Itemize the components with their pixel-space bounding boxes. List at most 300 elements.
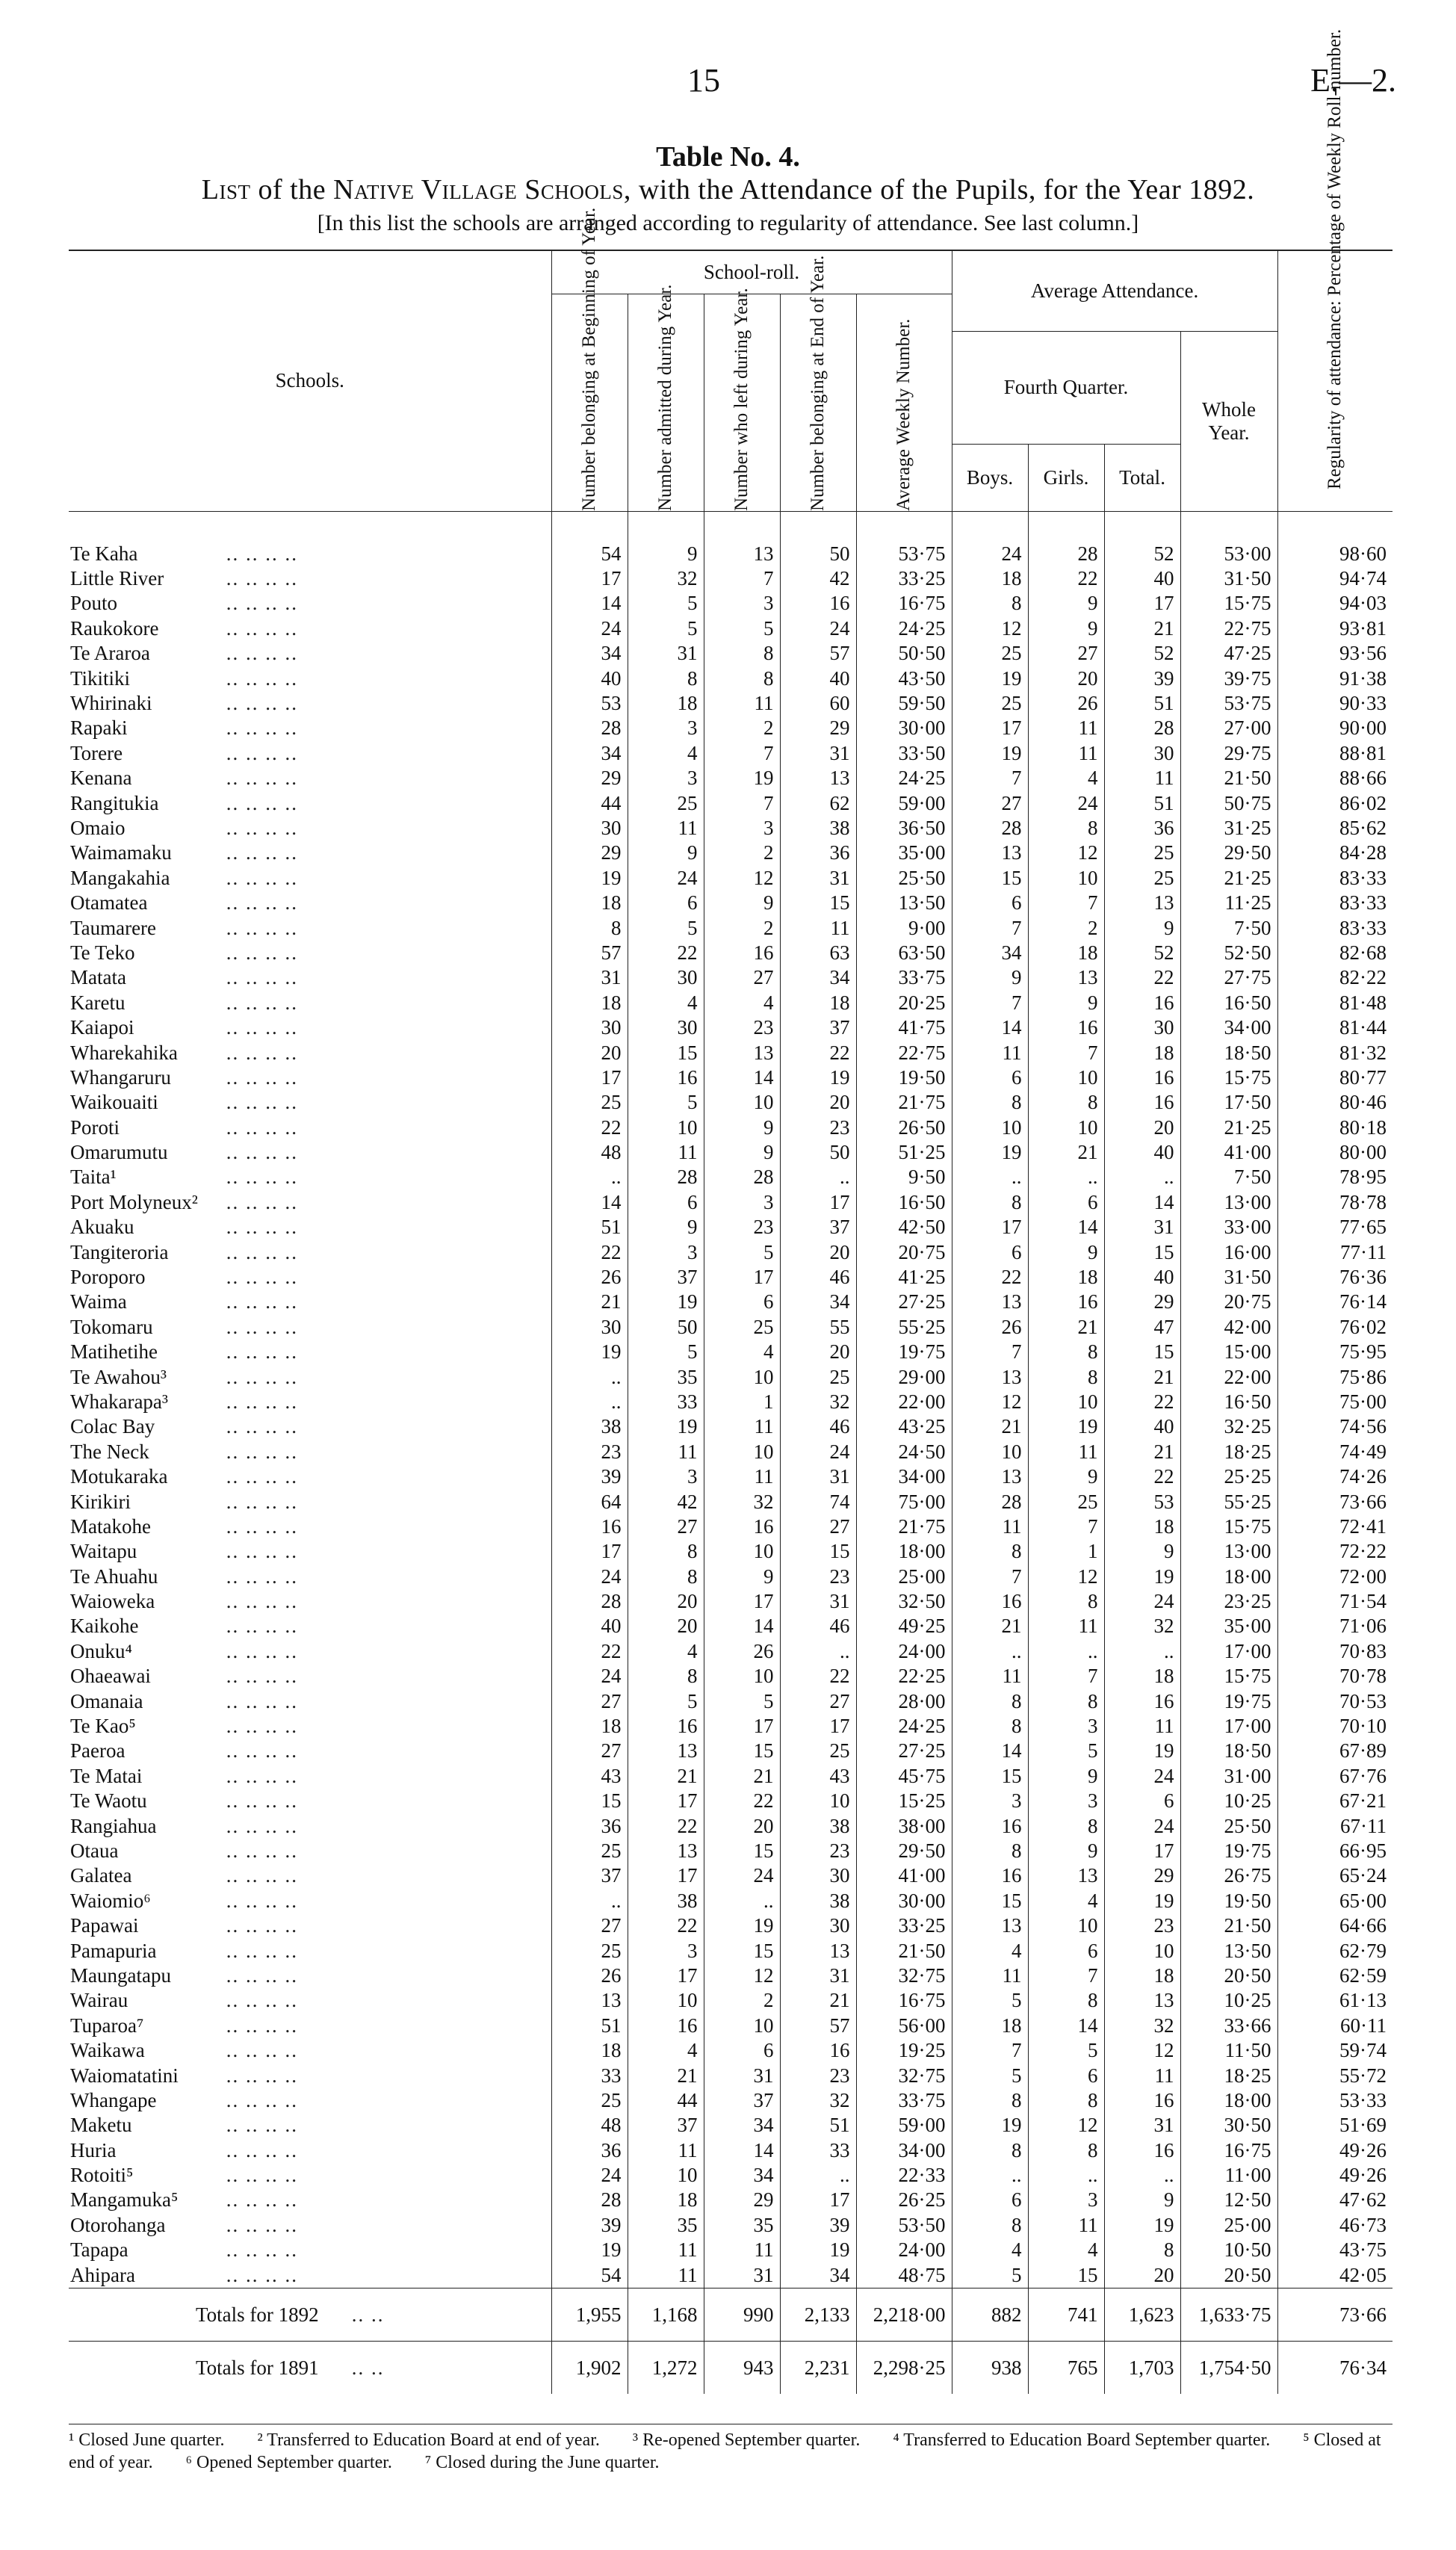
- value-cell: 29·50: [1180, 841, 1277, 865]
- school-name: Wairau: [70, 1989, 128, 2012]
- value-cell: 24: [551, 2163, 628, 2188]
- value-cell: 19: [704, 1913, 780, 1938]
- school-name: Otorohanga: [70, 2213, 166, 2236]
- value-cell: 34·00: [1180, 1015, 1277, 1040]
- value-cell: 25·00: [1180, 2213, 1277, 2238]
- value-cell: 20·75: [1180, 1290, 1277, 1314]
- value-cell: 34: [704, 2163, 780, 2188]
- value-cell: 23: [551, 1440, 628, 1464]
- school-name-cell: [69, 1265, 551, 1290]
- value-cell: 27: [551, 1913, 628, 1938]
- value-cell: 24: [551, 1664, 628, 1689]
- value-cell: 35: [628, 1364, 704, 1389]
- value-cell: 19·50: [856, 1065, 952, 1090]
- table-row: [69, 1040, 1393, 1065]
- value-cell: 15: [952, 1889, 1028, 1913]
- value-cell: 7: [952, 991, 1028, 1015]
- value-cell: 18: [551, 2038, 628, 2063]
- value-cell: 24: [780, 616, 856, 641]
- value-cell: 51: [780, 2113, 856, 2138]
- school-name: Waioweka: [70, 1590, 155, 1613]
- value-cell: ..: [1104, 1639, 1180, 1664]
- value-cell: 28: [952, 1489, 1028, 1514]
- value-cell: ..: [952, 1165, 1028, 1189]
- school-name-cell: [69, 1065, 551, 1090]
- school-name-cell: [69, 1514, 551, 1539]
- school-name-cell: [69, 1364, 551, 1389]
- regularity-header: Regularity of attendance: Percentage of Weekly Roll-number.: [1277, 250, 1393, 511]
- value-cell: 70·10: [1277, 1714, 1393, 1739]
- value-cell: 39: [551, 1464, 628, 1489]
- value-cell: 5: [1028, 2038, 1104, 2063]
- value-cell: 36·50: [856, 816, 952, 841]
- value-cell: 22·75: [856, 1040, 952, 1065]
- leader-dots: .. .. .. ..: [220, 1415, 298, 1438]
- table-row: [69, 1440, 1393, 1464]
- value-cell: 17: [628, 1963, 704, 1988]
- school-name: Akuaku: [70, 1216, 134, 1239]
- value-cell: 9: [628, 511, 704, 566]
- value-cell: 52: [1104, 941, 1180, 965]
- value-cell: 55·72: [1277, 2063, 1393, 2088]
- left-header: Number who left during Year.: [704, 294, 780, 511]
- value-cell: 6: [952, 1240, 1028, 1264]
- leader-dots: .. .. .. ..: [220, 741, 298, 764]
- value-cell: 938: [952, 2341, 1028, 2394]
- value-cell: 10: [704, 1090, 780, 1115]
- value-cell: 16·50: [856, 1190, 952, 1215]
- value-cell: 80·00: [1277, 1140, 1393, 1165]
- value-cell: 15: [780, 891, 856, 915]
- value-cell: 25: [551, 1839, 628, 1863]
- school-name-cell: [69, 965, 551, 990]
- value-cell: 10: [704, 1364, 780, 1389]
- value-cell: 8: [1028, 1090, 1104, 1115]
- value-cell: 23·25: [1180, 1589, 1277, 1614]
- value-cell: 12: [1028, 2113, 1104, 2138]
- leader-dots: .. .. .. ..: [220, 1365, 298, 1388]
- value-cell: 74·26: [1277, 1464, 1393, 1489]
- leader-dots: .. .. .. ..: [220, 2088, 298, 2111]
- school-name: Kaiapoi: [70, 1016, 134, 1039]
- school-name-cell: [69, 1464, 551, 1489]
- value-cell: 8: [952, 1539, 1028, 1564]
- value-cell: 53·33: [1277, 2088, 1393, 2113]
- table-row: [69, 1664, 1393, 1689]
- table-row: [69, 616, 1393, 641]
- value-cell: ..: [551, 1390, 628, 1414]
- value-cell: 9: [1104, 915, 1180, 940]
- value-cell: 83·33: [1277, 866, 1393, 891]
- value-cell: 53: [1104, 1489, 1180, 1514]
- value-cell: 5: [1028, 1739, 1104, 1763]
- school-name-cell: [69, 1414, 551, 1439]
- value-cell: 50: [780, 511, 856, 566]
- school-name: Te Kaha: [70, 542, 138, 565]
- value-cell: 25: [1104, 866, 1180, 891]
- school-name-cell: [69, 716, 551, 740]
- value-cell: 38: [551, 1414, 628, 1439]
- value-cell: 50·75: [1180, 790, 1277, 815]
- value-cell: 4: [704, 991, 780, 1015]
- value-cell: 10: [1028, 1390, 1104, 1414]
- value-cell: 16: [628, 2014, 704, 2038]
- value-cell: 16: [628, 1714, 704, 1739]
- value-cell: 76·34: [1277, 2341, 1393, 2394]
- table-row: [69, 1090, 1393, 1115]
- value-cell: 33·25: [856, 566, 952, 591]
- value-cell: 4: [704, 1340, 780, 1364]
- leader-dots: .. .. .. ..: [220, 1041, 298, 1064]
- school-name-cell: [69, 1764, 551, 1789]
- value-cell: 943: [704, 2341, 780, 2394]
- value-cell: 22·00: [1180, 1364, 1277, 1389]
- value-cell: 36: [1104, 816, 1180, 841]
- value-cell: 11: [1028, 741, 1104, 766]
- value-cell: 32: [628, 566, 704, 591]
- value-cell: 35: [704, 2213, 780, 2238]
- school-name: Wharekahika: [70, 1041, 178, 1064]
- school-name: Kirikiri: [70, 1490, 131, 1513]
- value-cell: 2,231: [780, 2341, 856, 2394]
- value-cell: 1,754·50: [1180, 2341, 1277, 2394]
- school-name: Papawai: [70, 1914, 139, 1937]
- value-cell: 11: [628, 2262, 704, 2288]
- value-cell: 19·75: [1180, 1689, 1277, 1713]
- value-cell: 6: [952, 1065, 1028, 1090]
- value-cell: 24·50: [856, 1440, 952, 1464]
- school-name-cell: [69, 1090, 551, 1115]
- table-row: [69, 2088, 1393, 2113]
- leader-dots: .. .. .. ..: [220, 1514, 298, 1538]
- value-cell: 67·21: [1277, 1789, 1393, 1813]
- value-cell: 2: [704, 1988, 780, 2013]
- value-cell: 8: [628, 1565, 704, 1589]
- value-cell: 3: [628, 1938, 704, 1963]
- value-cell: 56·00: [856, 2014, 952, 2038]
- value-cell: 21: [704, 1764, 780, 1789]
- value-cell: 15: [1104, 1340, 1180, 1364]
- value-cell: 46·73: [1277, 2213, 1393, 2238]
- value-cell: 25·00: [856, 1565, 952, 1589]
- school-name: Kaikohe: [70, 1615, 139, 1638]
- school-name-cell: [69, 1639, 551, 1664]
- leader-dots: .. .. .. ..: [220, 1789, 298, 1813]
- value-cell: 16: [1104, 2088, 1180, 2113]
- school-name-cell: [69, 591, 551, 616]
- value-cell: 67·76: [1277, 1764, 1393, 1789]
- table-row: [69, 1614, 1393, 1638]
- value-cell: 10: [704, 2014, 780, 2038]
- value-cell: 13: [952, 1364, 1028, 1389]
- value-cell: 49·26: [1277, 2138, 1393, 2163]
- value-cell: 29: [1104, 1290, 1180, 1314]
- footnote-1: ¹ Closed June quarter.: [69, 2430, 225, 2450]
- value-cell: 33: [551, 2063, 628, 2088]
- value-cell: 20·50: [1180, 1963, 1277, 1988]
- table-row: [69, 2163, 1393, 2188]
- value-cell: 15: [780, 1539, 856, 1564]
- value-cell: 80·46: [1277, 1090, 1393, 1115]
- value-cell: 4: [1028, 1889, 1104, 1913]
- table-row: [69, 941, 1393, 965]
- value-cell: 2: [704, 915, 780, 940]
- value-cell: 98·60: [1277, 511, 1393, 566]
- value-cell: 48·75: [856, 2262, 952, 2288]
- schools-header: Schools.: [69, 250, 551, 511]
- school-name-cell: [69, 616, 551, 641]
- school-name: Pouto: [70, 592, 118, 615]
- leader-dots: .. .. .. ..: [220, 1065, 298, 1089]
- school-roll-header: School-roll.: [551, 250, 952, 294]
- value-cell: 26·50: [856, 1115, 952, 1139]
- value-cell: 5: [628, 616, 704, 641]
- value-cell: 18: [628, 2188, 704, 2212]
- value-cell: 14: [551, 1190, 628, 1215]
- value-cell: 2: [1028, 915, 1104, 940]
- value-cell: 6: [1028, 1190, 1104, 1215]
- value-cell: 11·50: [1180, 2038, 1277, 2063]
- value-cell: 10: [952, 1440, 1028, 1464]
- value-cell: 16: [1104, 2138, 1180, 2163]
- value-cell: 37: [704, 2088, 780, 2113]
- value-cell: 83·33: [1277, 915, 1393, 940]
- value-cell: 24·00: [856, 2238, 952, 2262]
- leader-dots: .. .. .. ..: [220, 1465, 298, 1488]
- table-row: [69, 891, 1393, 915]
- value-cell: 16: [551, 1514, 628, 1539]
- school-name-cell: [69, 2262, 551, 2288]
- value-cell: ..: [952, 2163, 1028, 2188]
- value-cell: 1: [1028, 1539, 1104, 1564]
- value-cell: 18: [628, 691, 704, 716]
- value-cell: 64: [551, 1489, 628, 1514]
- value-cell: 22: [551, 1240, 628, 1264]
- value-cell: ..: [1028, 1165, 1104, 1189]
- value-cell: 75·86: [1277, 1364, 1393, 1389]
- value-cell: 21·50: [1180, 1913, 1277, 1938]
- value-cell: 8: [704, 641, 780, 666]
- value-cell: 16: [628, 1065, 704, 1090]
- school-name: Otamatea: [70, 891, 148, 915]
- school-name-cell: [69, 2288, 551, 2341]
- value-cell: 33·66: [1180, 2014, 1277, 2038]
- value-cell: 13: [1104, 891, 1180, 915]
- leader-dots: .. .. .. ..: [220, 1440, 298, 1463]
- value-cell: 14: [704, 1614, 780, 1638]
- value-cell: 28: [704, 1165, 780, 1189]
- school-name: Whangaruru: [70, 1065, 171, 1089]
- value-cell: 3: [1028, 1714, 1104, 1739]
- value-cell: 35·00: [1180, 1614, 1277, 1638]
- value-cell: 31: [628, 641, 704, 666]
- value-cell: 42: [780, 566, 856, 591]
- value-cell: 5: [952, 1988, 1028, 2013]
- value-cell: 21·75: [856, 1514, 952, 1539]
- school-name-cell: [69, 1115, 551, 1139]
- value-cell: 30·50: [1180, 2113, 1277, 2138]
- value-cell: 10: [1104, 1938, 1180, 1963]
- value-cell: 18: [952, 2014, 1028, 2038]
- school-name-cell: [69, 1938, 551, 1963]
- leader-dots: .. .. .. ..: [220, 1240, 298, 1263]
- value-cell: 53·75: [1180, 691, 1277, 716]
- value-cell: 30: [551, 816, 628, 841]
- value-cell: 18·50: [1180, 1040, 1277, 1065]
- value-cell: 18·00: [856, 1539, 952, 1564]
- school-name-cell: [69, 991, 551, 1015]
- value-cell: 16·50: [1180, 991, 1277, 1015]
- value-cell: 18·50: [1180, 1739, 1277, 1763]
- value-cell: 40: [1104, 1414, 1180, 1439]
- value-cell: 5: [704, 1240, 780, 1264]
- value-cell: 6: [952, 2188, 1028, 2212]
- value-cell: 26: [952, 1315, 1028, 1340]
- value-cell: 34: [780, 965, 856, 990]
- table-row: [69, 1813, 1393, 1838]
- value-cell: 22·33: [856, 2163, 952, 2188]
- value-cell: 22: [1104, 965, 1180, 990]
- school-name-cell: [69, 2341, 551, 2394]
- value-cell: 17: [952, 716, 1028, 740]
- value-cell: ..: [1028, 1639, 1104, 1664]
- table-row: [69, 2063, 1393, 2088]
- table-row: [69, 2113, 1393, 2138]
- school-name-cell: [69, 1290, 551, 1314]
- value-cell: 34: [780, 1290, 856, 1314]
- school-name: Waimamaku: [70, 841, 172, 864]
- value-cell: 882: [952, 2288, 1028, 2341]
- value-cell: 23: [780, 1565, 856, 1589]
- value-cell: 6: [704, 1290, 780, 1314]
- school-name: Te Teko: [70, 941, 135, 964]
- value-cell: 12: [952, 616, 1028, 641]
- value-cell: 67·11: [1277, 1813, 1393, 1838]
- leader-dots: .. .. .. ..: [220, 816, 298, 839]
- value-cell: ..: [1028, 2163, 1104, 2188]
- table-row: [69, 1963, 1393, 1988]
- school-name: Tangiteroria: [70, 1240, 169, 1263]
- value-cell: 38: [628, 1889, 704, 1913]
- value-cell: 24·00: [856, 1639, 952, 1664]
- school-name-cell: [69, 2088, 551, 2113]
- value-cell: 33·50: [856, 741, 952, 766]
- table-row: [69, 741, 1393, 766]
- footnote-7: ⁷ Closed during the June quarter.: [424, 2453, 660, 2472]
- leader-dots: .. .. .. ..: [220, 1490, 298, 1513]
- leader-dots: .. .. .. ..: [220, 1864, 298, 1887]
- leader-dots: .. .. .. ..: [220, 1989, 298, 2012]
- value-cell: 21: [952, 1614, 1028, 1638]
- value-cell: 30: [780, 1863, 856, 1888]
- value-cell: 21: [780, 1988, 856, 2013]
- school-name: Otaua: [70, 1839, 119, 1862]
- school-name-cell: [69, 1140, 551, 1165]
- value-cell: 21·25: [1180, 866, 1277, 891]
- value-cell: 66·95: [1277, 1839, 1393, 1863]
- school-name: Tikitiki: [70, 666, 131, 690]
- value-cell: 17·00: [1180, 1714, 1277, 1739]
- value-cell: 16: [1104, 1689, 1180, 1713]
- leader-dots: .. .. .. ..: [220, 2064, 298, 2087]
- school-name: Whakarapa³: [70, 1390, 169, 1413]
- value-cell: 19: [952, 741, 1028, 766]
- value-cell: 30: [1104, 741, 1180, 766]
- value-cell: 81·32: [1277, 1040, 1393, 1065]
- school-name: Kenana: [70, 767, 132, 790]
- value-cell: 31: [780, 866, 856, 891]
- school-name: Matakohe: [70, 1514, 151, 1538]
- table-row: [69, 1539, 1393, 1564]
- value-cell: 16·75: [856, 591, 952, 616]
- school-name: Mangakahia: [70, 866, 170, 889]
- subtitle-lead: List: [201, 174, 251, 205]
- value-cell: 27: [704, 965, 780, 990]
- leader-dots: .. .. .. ..: [220, 2188, 298, 2212]
- leader-dots: .. .. .. ..: [220, 1141, 298, 1164]
- value-cell: 51·69: [1277, 2113, 1393, 2138]
- value-cell: 71·06: [1277, 1614, 1393, 1638]
- value-cell: 16·75: [1180, 2138, 1277, 2163]
- value-cell: 7: [952, 1340, 1028, 1364]
- school-name-cell: [69, 2188, 551, 2212]
- school-name-cell: [69, 1614, 551, 1638]
- value-cell: 13: [628, 1739, 704, 1763]
- value-cell: 9: [704, 891, 780, 915]
- school-name: Poroti: [70, 1115, 120, 1139]
- value-cell: 18: [952, 566, 1028, 591]
- school-name-cell: [69, 1539, 551, 1564]
- value-cell: 24: [1104, 1764, 1180, 1789]
- value-cell: 43·50: [856, 666, 952, 690]
- value-cell: 1,633·75: [1180, 2288, 1277, 2341]
- table-row: [69, 2188, 1393, 2212]
- value-cell: 13: [1028, 1863, 1104, 1888]
- school-name-cell: [69, 741, 551, 766]
- value-cell: 40: [1104, 566, 1180, 591]
- school-name-cell: [69, 1714, 551, 1739]
- value-cell: 90·33: [1277, 691, 1393, 716]
- school-name: Galatea: [70, 1864, 132, 1887]
- value-cell: 15·75: [1180, 1664, 1277, 1689]
- value-cell: 22: [551, 1639, 628, 1664]
- school-name-cell: [69, 1440, 551, 1464]
- value-cell: 15: [628, 1040, 704, 1065]
- value-cell: 8: [1028, 1988, 1104, 2013]
- value-cell: 42·05: [1277, 2262, 1393, 2288]
- table-row: [69, 1938, 1393, 1963]
- value-cell: 14: [704, 1065, 780, 1090]
- value-cell: 26: [704, 1639, 780, 1664]
- value-cell: 18: [551, 991, 628, 1015]
- leader-dots: .. .. .. ..: [220, 1115, 298, 1139]
- value-cell: 15: [551, 1789, 628, 1813]
- school-name-cell: [69, 891, 551, 915]
- value-cell: 74·56: [1277, 1414, 1393, 1439]
- value-cell: 18·25: [1180, 1440, 1277, 1464]
- value-cell: 8: [952, 1190, 1028, 1215]
- value-cell: 35·00: [856, 841, 952, 865]
- value-cell: 33·25: [856, 1913, 952, 1938]
- table-row: [69, 1863, 1393, 1888]
- fourth-quarter-header: Fourth Quarter.: [952, 331, 1180, 444]
- value-cell: 16: [1104, 1065, 1180, 1090]
- school-name-cell: [69, 666, 551, 690]
- value-cell: 48: [551, 1140, 628, 1165]
- total-header: Total.: [1104, 444, 1180, 511]
- value-cell: 2,298·25: [856, 2341, 952, 2394]
- table-row: [69, 1340, 1393, 1364]
